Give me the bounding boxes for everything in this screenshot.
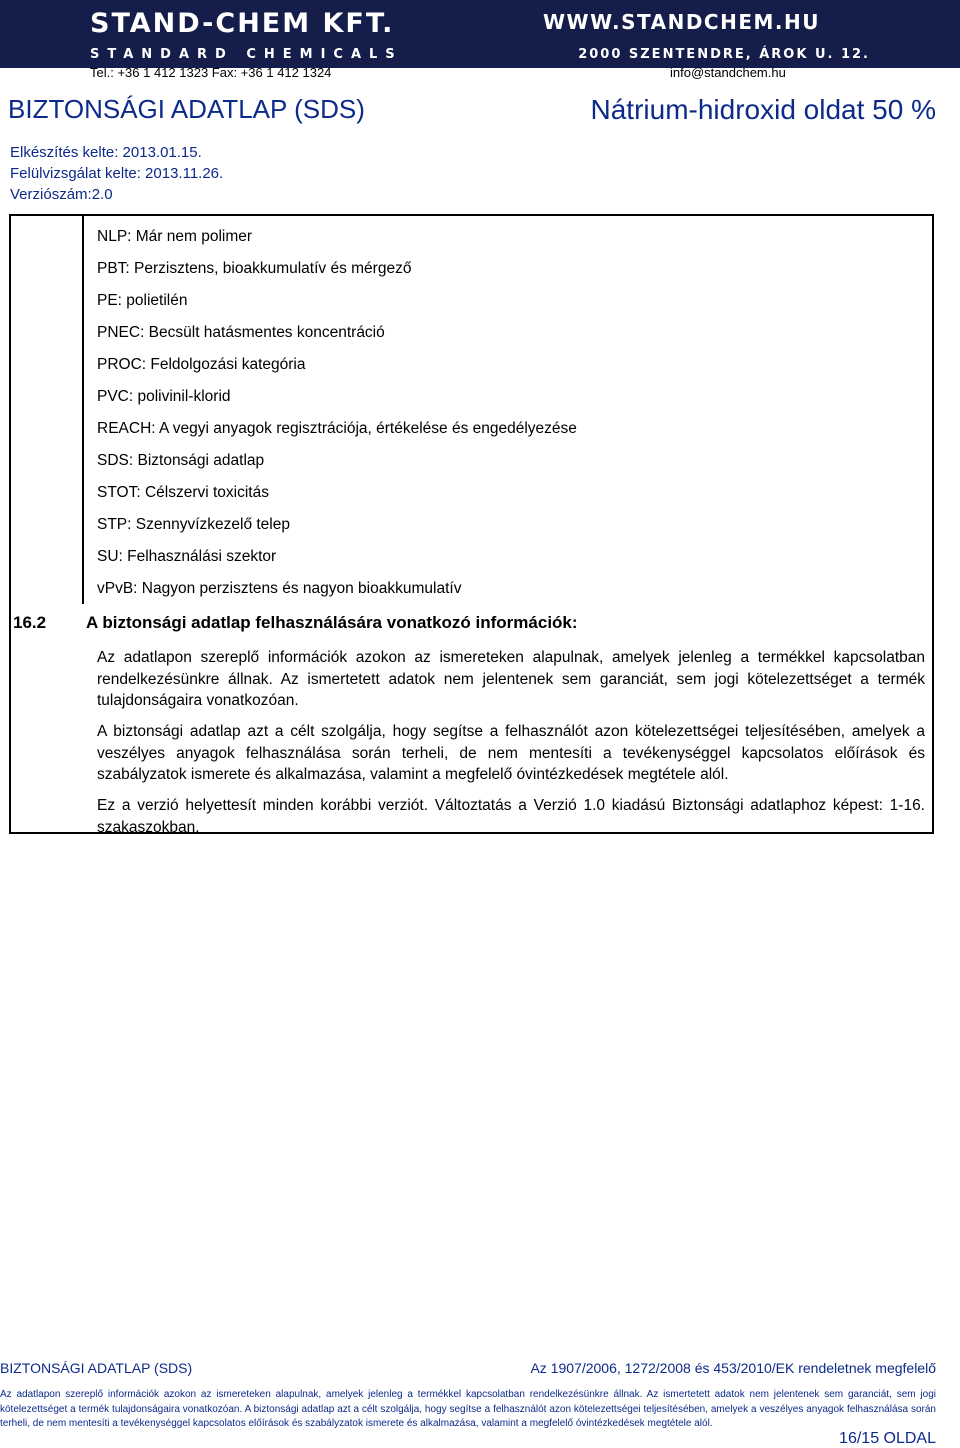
company-website: WWW.STANDCHEM.HU [542, 10, 820, 34]
abbreviation-item: vPvB: Nagyon perzisztens és nagyon bioakkumulatív [97, 580, 462, 597]
footer-disclaimer: Az adatlapon szereplő információk azokon az ismereteken alapulnak, amelyek jelenleg a termékkel kapcsolatban rendelkezésünkre állnak. Az ismertetett adatok nem jelentenek sem garanciát, sem jogi kötelezettséget a termék tulajdonságaira vonatkozóan. A biztonsági adatlap azt a célt szolgálja, hogy segítse a felhasználót azon kötelezettségei teljesítésében, amelyek a veszélyes anyagok felhasználása során terheli, de nem mentesíti a tevékenységgel kapcsolatos előírások és szabályzatok ismerete és alkalmazása, valamint a megfelelő óvintézkedések megtétele alól. [0, 1389, 936, 1429]
section-paragraph: A biztonsági adatlap azt a célt szolgálja, hogy segítse a felhasználót azon kötelezettségei teljesítésében, amelyek a veszélyes anyagok felhasználása során terheli, de nem mentesíti a tevékenységgel kapcsolatos előírások és szabályzatok ismerete és alkalmazása, valamint a megfelelő óvintézkedések megtétele alól. [97, 723, 925, 783]
abbreviation-item: SDS: Biztonsági adatlap [97, 452, 265, 469]
version-number: Verziószám:2.0 [10, 186, 113, 203]
section-title: A biztonsági adatlap felhasználására vonatkozó információk: [86, 613, 578, 632]
abbreviation-item: PVC: polivinil-klorid [97, 388, 231, 405]
abbreviation-item: PNEC: Becsült hatásmentes koncentráció [97, 324, 385, 341]
abbreviation-item: PROC: Feldolgozási kategória [97, 356, 306, 373]
company-tagline: STANDARD CHEMICALS [90, 47, 403, 62]
section-number: 16.2 [13, 613, 47, 632]
prepared-date: Elkészítés kelte: 2013.01.15. [10, 144, 202, 161]
product-name: Nátrium-hidroxid oldat 50 % [590, 94, 936, 125]
abbreviation-item: STP: Szennyvízkezelő telep [97, 516, 290, 533]
section-paragraph: Az adatlapon szereplő információk azokon az ismereteken alapulnak, amelyek jelenleg a termékkel kapcsolatban rendelkezésünkre állnak. Az ismertetett adatok nem jelentenek sem garanciát, sem jogi kötelezettséget a termék tulajdonságaira vonatkozóan. [97, 649, 925, 709]
abbreviation-item: SU: Felhasználási szektor [97, 548, 277, 565]
company-address: 2000 SZENTENDRE, ÁROK U. 12. [578, 47, 870, 62]
document-title: BIZTONSÁGI ADATLAP (SDS) [8, 94, 365, 124]
abbreviation-item: REACH: A vegyi anyagok regisztrációja, értékelése és engedélyezése [97, 420, 577, 437]
revision-date: Felülvizsgálat kelte: 2013.11.26. [10, 165, 224, 182]
contact-email: info@standchem.hu [670, 65, 786, 80]
footer-regulation: Az 1907/2006, 1272/2008 és 453/2010/EK rendeletnek megfelelő [530, 1360, 936, 1376]
section-paragraph: Ez a verzió helyettesít minden korábbi verziót. Változtatás a Verzió 1.0 kiadású Biztonsági adatlaphoz képest: 1-16. szakaszokban. [97, 797, 925, 836]
company-banner [0, 0, 960, 68]
contact-phone-fax: Tel.: +36 1 412 1323 Fax: +36 1 412 1324 [90, 65, 332, 80]
abbreviation-item: NLP: Már nem polimer [97, 228, 253, 245]
abbreviation-item: STOT: Célszervi toxicitás [97, 484, 269, 501]
footer-document-title: BIZTONSÁGI ADATLAP (SDS) [0, 1360, 193, 1376]
company-name: STAND-CHEM KFT. [90, 8, 395, 39]
page-number: 16/15 OLDAL [839, 1430, 936, 1447]
abbreviation-item: PBT: Perzisztens, bioakkumulatív és mérgező [97, 260, 412, 277]
column-divider [82, 216, 84, 604]
abbreviation-item: PE: polietilén [97, 292, 188, 309]
section-box [9, 214, 934, 834]
